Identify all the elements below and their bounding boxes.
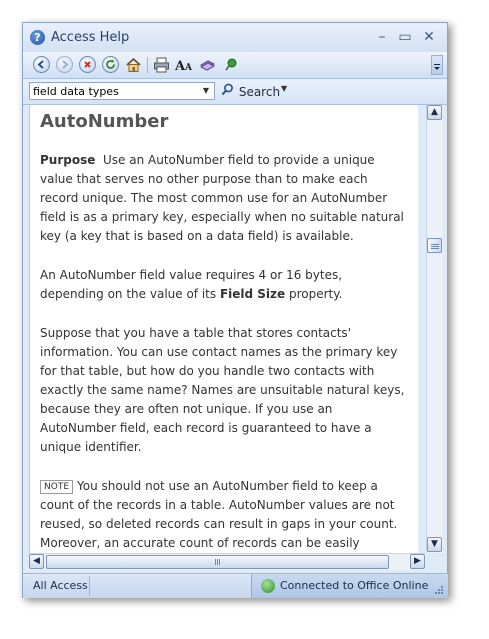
resize-grip-icon[interactable] <box>434 585 444 595</box>
scroll-left-arrow-icon[interactable]: ◀ <box>29 554 44 569</box>
refresh-icon[interactable] <box>102 56 119 73</box>
toolbar-overflow-button[interactable] <box>431 55 443 75</box>
search-button-label: Search <box>238 85 281 99</box>
back-icon[interactable] <box>33 56 50 73</box>
field-size-text-after: property. <box>285 287 343 301</box>
note-tag: NOTE <box>40 480 73 494</box>
help-icon: ? <box>30 30 45 45</box>
connection-status[interactable] <box>251 574 448 598</box>
home-icon[interactable] <box>125 56 142 73</box>
print-icon[interactable] <box>153 56 170 73</box>
keep-on-top-pin-icon[interactable] <box>223 56 240 73</box>
scroll-right-arrow-icon[interactable]: ▶ <box>410 554 425 569</box>
toolbar <box>23 52 447 79</box>
vertical-scrollbar[interactable] <box>426 105 443 553</box>
stop-icon[interactable] <box>79 56 96 73</box>
status-divider <box>89 576 90 596</box>
horizontal-scroll-thumb[interactable] <box>46 555 389 569</box>
scroll-down-arrow-icon[interactable]: ▼ <box>427 537 442 552</box>
status-bar <box>23 573 447 598</box>
article-pane <box>29 105 418 553</box>
status-scope-label[interactable]: All Access <box>33 579 88 592</box>
contacts-paragraph: Suppose that you have a table that stores contacts' information. You can use contact names as the primary key for that table, but how do you handle two contacts with exactly the same name? Names are unsuitable natural keys, because they are often not unique. If you use an AutoNumber field, each record is guaranteed to have a unique identifier. <box>40 326 405 454</box>
scroll-up-arrow-icon[interactable]: ▲ <box>427 105 442 120</box>
search-input[interactable] <box>33 83 193 99</box>
svg-text:A: A <box>185 63 192 73</box>
forward-icon[interactable] <box>56 56 73 73</box>
field-size-paragraph <box>40 266 408 304</box>
search-scope-dropdown-icon[interactable]: ▼ <box>281 84 288 93</box>
purpose-text: Use an AutoNumber field to provide a unique value that serves no other purpose than to make each record unique. The most common use for an AutoNumber field is as a primary key, especially when no suitable natural key (a key that is based on a data field) is available. <box>40 153 404 243</box>
close-button[interactable]: ✕ <box>423 29 435 45</box>
window-title: Access Help <box>51 30 130 45</box>
field-size-link-text: Field Size <box>219 287 286 301</box>
globe-icon <box>261 579 275 593</box>
horizontal-scrollbar[interactable] <box>29 553 426 570</box>
article-title: AutoNumber <box>40 111 169 132</box>
search-bar <box>23 79 447 105</box>
vertical-scroll-thumb[interactable] <box>427 238 442 253</box>
note-text: You should not use an AutoNumber field to keep a count of the records in a table. AutoNumber values are not reused, so deleted records can result in gaps in your count. Moreover, an accurate count of records can be easily <box>40 479 398 550</box>
scroll-corner <box>426 553 442 570</box>
purpose-label: Purpose <box>40 153 96 167</box>
search-button[interactable] <box>221 83 280 100</box>
field-size-text-before: An AutoNumber field value requires 4 or 16 bytes, depending on the value of its <box>40 268 343 301</box>
svg-text:A: A <box>175 59 186 74</box>
search-icon <box>221 83 235 99</box>
purpose-paragraph <box>40 151 408 246</box>
title-bar[interactable] <box>23 23 447 52</box>
table-of-contents-icon[interactable] <box>199 56 216 73</box>
minimize-button[interactable]: – <box>378 29 386 45</box>
help-window <box>22 22 448 598</box>
connection-status-text: Connected to Office Online <box>280 579 429 592</box>
search-combobox[interactable] <box>29 82 215 100</box>
search-dropdown-arrow-icon[interactable]: ▼ <box>202 86 210 95</box>
font-size-icon[interactable] <box>175 56 192 73</box>
restore-button[interactable]: ▭ <box>398 29 412 45</box>
toolbar-separator <box>147 57 148 73</box>
